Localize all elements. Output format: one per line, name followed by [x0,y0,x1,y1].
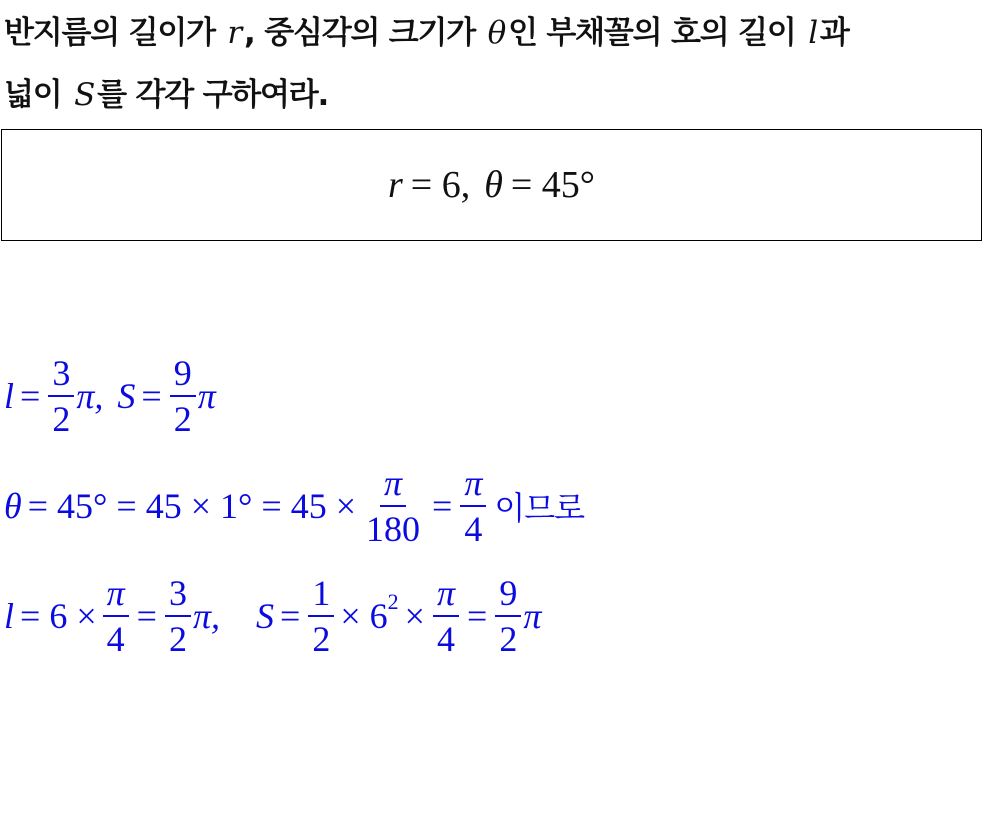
fraction [308,575,334,657]
given-theta-value: = 45° [510,164,596,206]
question-line-1 [4,2,989,64]
equals: = [136,596,157,636]
denominator: 2 [52,399,71,439]
denominator: 180 [366,509,420,549]
answer-l: l [4,596,15,636]
question-text-segment: , 중심각의 크기가 [244,15,476,51]
question-line-2 [4,64,989,126]
given-r-value: = 6, [410,164,471,206]
numerator: 1 [308,575,334,617]
expression: × 6 [340,596,388,636]
fraction [170,355,196,437]
denominator: 4 [106,619,125,659]
equals: = [467,596,488,636]
suffix-text: 이므로 [494,489,585,527]
answer-S: S [256,596,275,636]
numerator: 9 [495,575,521,617]
question-text-segment: 를 각각 구하여라. [97,77,329,113]
calculation-line [4,575,541,657]
denominator: 4 [464,509,483,549]
answer-S: S [117,376,136,416]
pi-symbol: π [197,376,216,416]
fraction [48,355,74,437]
variable-r: r [227,15,242,51]
pi-symbol: π [523,596,542,636]
denominator: 4 [436,619,455,659]
numerator: π [380,465,406,507]
fraction [103,575,129,657]
fraction [433,575,459,657]
fraction [460,465,486,547]
equals: = [141,376,162,416]
question-text-segment: 인 부채꼴의 호의 길이 [508,15,796,51]
equals: = [280,596,301,636]
variable-S: S [74,77,95,113]
denominator: 2 [312,619,331,659]
question-text [4,2,989,126]
question-text-segment: 넓이 [4,77,62,113]
numerator: π [460,465,486,507]
fraction [362,465,424,547]
equals: = [432,486,453,526]
fraction [165,575,191,657]
question-text-segment: 반지름의 길이가 [4,15,215,51]
given-conditions-box [1,129,982,241]
variable-theta: θ [487,15,506,51]
question-text-segment: 과 [819,15,849,51]
answer-line [4,355,216,437]
theta-conversion-line [4,465,584,547]
denominator: 2 [173,399,192,439]
answer-l: l [4,376,15,416]
numerator: π [433,575,459,617]
pi-symbol: π, [76,376,104,416]
expression: = 6 × [20,596,97,636]
numerator: 3 [165,575,191,617]
numerator: π [103,575,129,617]
exponent: 2 [387,589,399,614]
given-r: r [387,164,403,206]
given-theta: θ [484,164,503,206]
theta-symbol: θ [4,486,22,526]
variable-l: l [808,15,817,51]
numerator: 3 [48,355,74,397]
times-operator: × [404,596,425,636]
conversion-expression: = 45° = 45 × 1° = 45 × [27,486,356,526]
denominator: 2 [168,619,187,659]
equals: = [20,376,41,416]
pi-symbol: π, [192,596,221,636]
fraction [495,575,521,657]
denominator: 2 [499,619,518,659]
numerator: 9 [170,355,196,397]
